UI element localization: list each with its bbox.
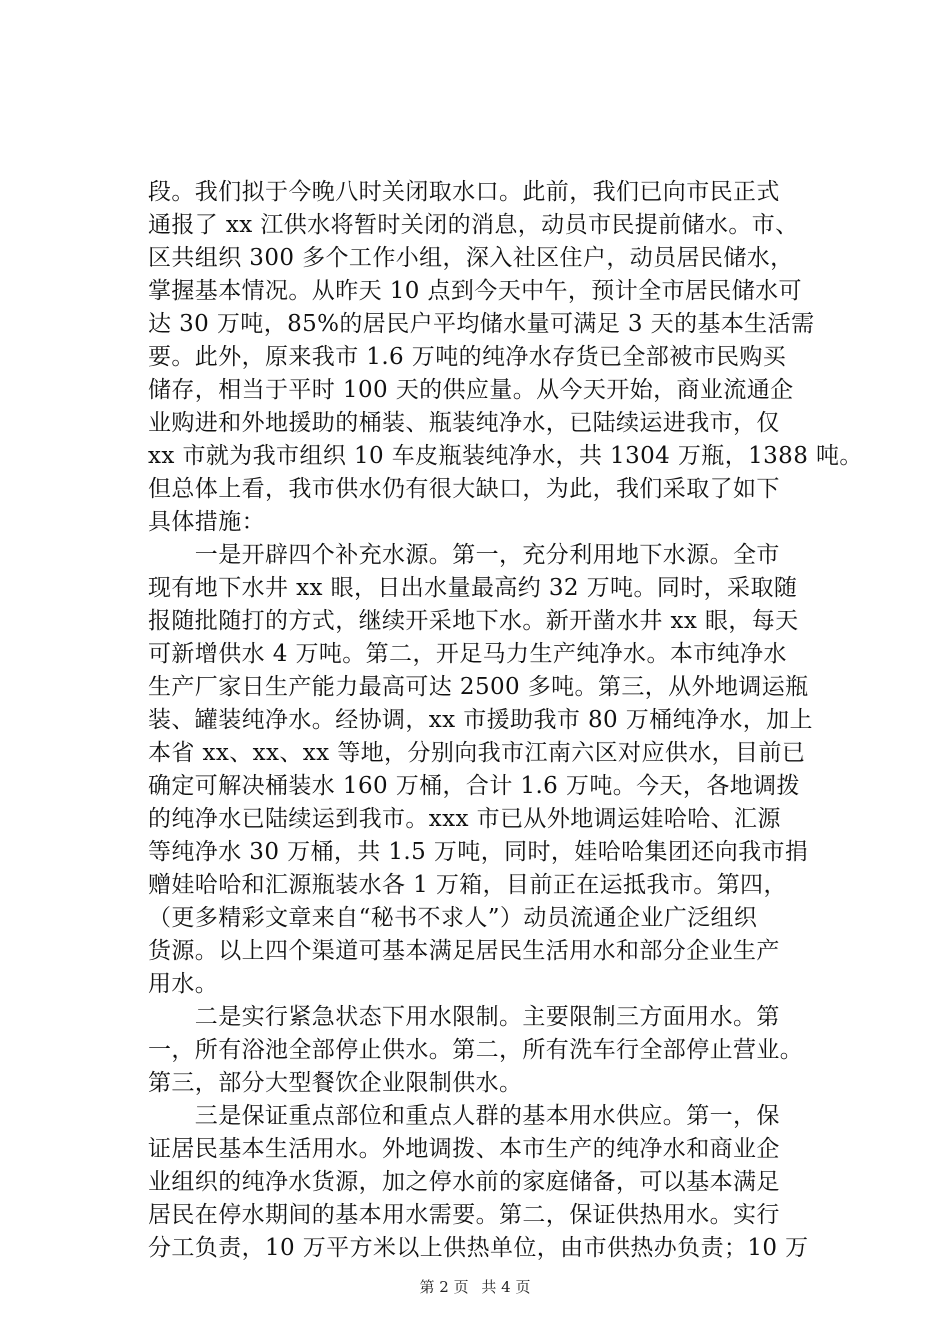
body-text [148,176,863,1265]
text-line: 业组织的纯净水货源，加之停水前的家庭储备，可以基本满足 [148,1169,780,1195]
text-line: 确定可解决桶装水 160 万桶，合计 1.6 万吨。今天，各地调拨 [148,773,800,799]
text-line: 本省 xx、xx、xx 等地，分别向我市江南六区对应供水，目前已 [148,740,806,766]
page-footer [0,1276,950,1297]
text-line: 一是开辟四个补充水源。第一，充分利用地下水源。全市 [148,542,780,568]
text-line: 货源。以上四个渠道可基本满足居民生活用水和部分企业生产 [148,938,780,964]
text-line: 三是保证重点部位和重点人群的基本用水供应。第一，保 [148,1103,780,1129]
text-line: 的纯净水已陆续运到我市。xxx 市已从外地调运娃哈哈、汇源 [148,806,781,832]
text-line: 现有地下水井 xx 眼，日出水量最高约 32 万吨。同时，采取随 [148,575,798,601]
text-line: xx 市就为我市组织 10 车皮瓶装纯净水，共 1304 万瓶，1388 吨。 [148,443,863,469]
text-line: 报随批随打的方式，继续开采地下水。新开凿水井 xx 眼，每天 [148,608,799,634]
text-line: 具体措施： [148,509,265,535]
text-line: 段。我们拟于今晚八时关闭取水口。此前，我们已向市民正式 [148,179,780,205]
text-line: 等纯净水 30 万桶，共 1.5 万吨，同时，娃哈哈集团还向我市捐 [148,839,809,865]
text-line: 储存，相当于平时 100 天的供应量。从今天开始，商业流通企 [148,377,794,403]
page-number: 第 2 页 [419,1278,469,1296]
text-line: 通报了 xx 江供水将暂时关闭的消息，动员市民提前储水。市、 [148,212,799,238]
text-line: 第三，部分大型餐饮企业限制供水。 [148,1070,523,1096]
text-line: 分工负责，10 万平方米以上供热单位，由市供热办负责；10 万 [148,1235,809,1261]
text-line: 生产厂家日生产能力最高可达 2500 多吨。第三，从外地调运瓶 [148,674,809,700]
text-line: 但总体上看，我市供水仍有很大缺口，为此，我们采取了如下 [148,476,780,502]
text-line: 可新增供水 4 万吨。第二，开足马力生产纯净水。本市纯净水 [148,641,787,667]
text-line: 区共组织 300 多个工作小组，深入社区住户，动员居民储水， [148,245,794,271]
text-line: 证居民基本生活用水。外地调拨、本市生产的纯净水和商业企 [148,1136,780,1162]
text-line: 业购进和外地援助的桶装、瓶装纯净水，已陆续运进我市，仅 [148,410,780,436]
text-line: 一，所有浴池全部停止供水。第二，所有洗车行全部停止营业。 [148,1037,804,1063]
text-line: 达 30 万吨，85%的居民户平均储水量可满足 3 天的基本生活需 [148,311,815,337]
page-total: 共 4 页 [481,1278,531,1296]
text-line: 装、罐装纯净水。经协调，xx 市援助我市 80 万桶纯净水，加上 [148,707,813,733]
text-line: 用水。 [148,971,219,997]
text-line: 要。此外，原来我市 1.6 万吨的纯净水存货已全部被市民购买 [148,344,787,370]
text-line: 赠娃哈哈和汇源瓶装水各 1 万箱，目前正在运抵我市。第四， [148,872,787,898]
text-line: 居民在停水期间的基本用水需要。第二，保证供热用水。实行 [148,1202,780,1228]
text-line: 二是实行紧急状态下用水限制。主要限制三方面用水。第 [148,1004,780,1030]
text-line: 掌握基本情况。从昨天 10 点到今天中午，预计全市居民储水可 [148,278,802,304]
text-line: （更多精彩文章来自“秘书不求人”）动员流通企业广泛组织 [148,905,758,931]
